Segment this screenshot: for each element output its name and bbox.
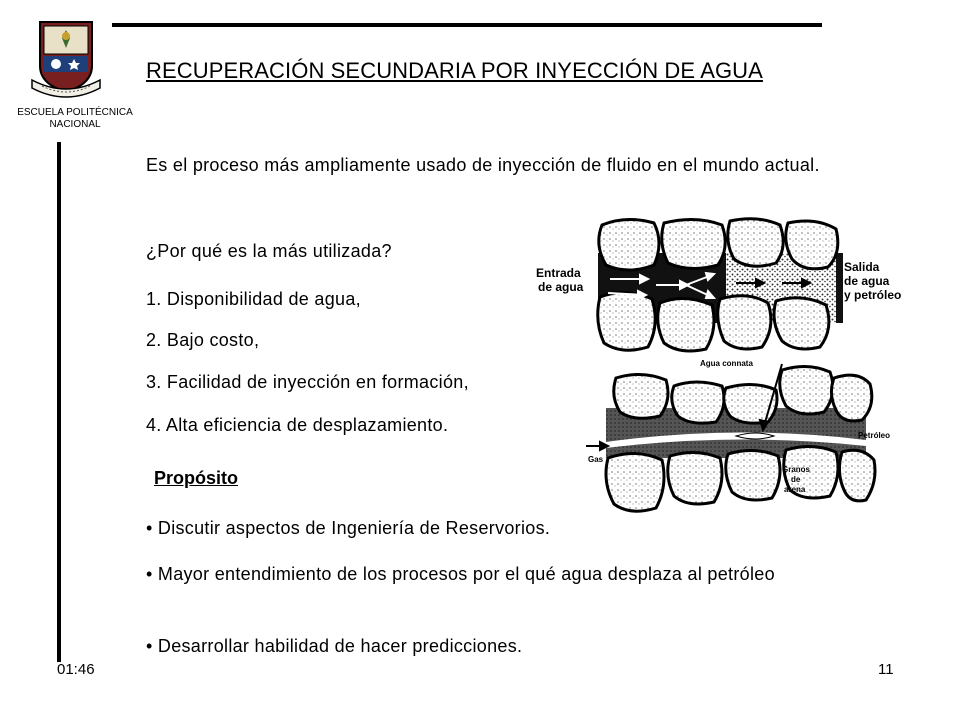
label-water-inlet-2: de agua	[538, 280, 584, 294]
left-rule	[57, 142, 61, 662]
footer-time: 01:46	[57, 661, 95, 678]
purpose-bullet-2: • Mayor entendimiento de los procesos por el qué agua desplaza al petróleo	[146, 564, 775, 584]
reason-item-4: 4. Alta eficiencia de desplazamiento.	[146, 415, 449, 435]
label-grains-3: arena	[784, 485, 806, 494]
top-rule	[112, 23, 822, 27]
label-outlet-2: de agua	[844, 274, 890, 288]
pore-scale-diagram	[586, 350, 916, 520]
label-water-inlet-1: Entrada	[536, 266, 581, 280]
label-outlet-3: y petróleo	[844, 288, 902, 302]
institution-name: ESCUELA POLITÉCNICA NACIONAL	[17, 107, 133, 130]
purpose-bullet-1: • Discutir aspectos de Ingeniería de Reservorios.	[146, 518, 551, 538]
label-grains-2: de	[791, 475, 801, 484]
label-outlet-1: Salida	[844, 260, 880, 274]
label-grains-1: Granos	[782, 465, 811, 474]
reason-item-3: 3. Facilidad de inyección en formación,	[146, 372, 469, 392]
reason-item-1: 1. Disponibilidad de agua,	[146, 289, 361, 309]
purpose-bullet-3: • Desarrollar habilidad de hacer predicciones.	[146, 636, 523, 656]
reason-item-2: 2. Bajo costo,	[146, 330, 260, 350]
slide-title: RECUPERACIÓN SECUNDARIA POR INYECCIÓN DE AGUA	[146, 58, 763, 83]
institution-crest-logo	[30, 18, 102, 104]
intro-paragraph: Es el proceso más ampliamente usado de inyección de fluido en el mundo actual.	[146, 155, 820, 175]
purpose-heading: Propósito	[154, 468, 238, 488]
label-connate-water: Agua connata	[700, 359, 753, 368]
page-number: 11	[878, 661, 894, 678]
label-gas: Gas	[588, 455, 604, 464]
label-oil: Petróleo	[858, 431, 891, 440]
reasons-question: ¿Por qué es la más utilizada?	[146, 241, 392, 261]
water-injection-diagram	[536, 213, 922, 361]
